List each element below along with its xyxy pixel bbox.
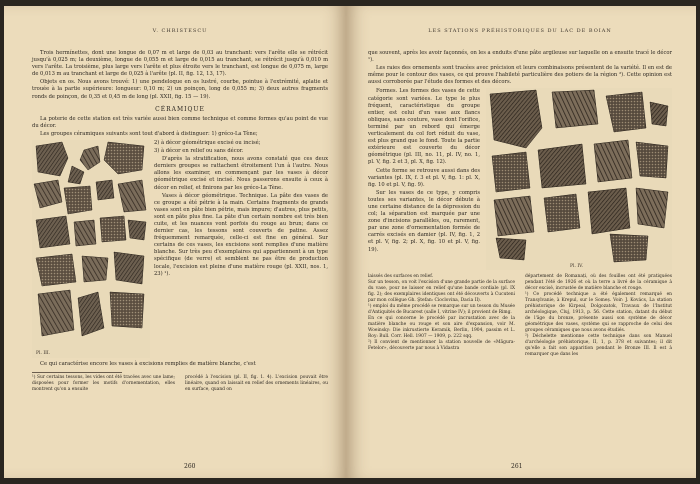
footnote: procédé à l'excision (pl. II, fig. 1. 4). L'excision pouvait être linéaire, quand on laissait en relief des ornements linéaires, ou en surface, quand on: [185, 375, 328, 393]
side-text-column: [154, 140, 328, 358]
footnote: ¹) Ce procédé technique a été également remarqué en Transylvanie, à Krepul, sur le Someș. Voir: J. Kovács, La station préhistorique de Kirpeal, Dolgozatok, Travaux de l'Institut archéologique, Cluj, 1913, p. 56. Cette station, datant du début de l'âge du bronze, présente aussi son système de décor géométrique des vases, système qui se rapproche de celui des groupes céramiques que nous avons étudiés.: [525, 292, 672, 334]
sherd: [490, 90, 542, 148]
pottery-sherds-illustration: [32, 140, 150, 358]
right-running-head: LES STATIONS PRÉHISTORIQUES DU LAC DE BOIAN: [428, 28, 612, 34]
footnote: ²) Il convient de mentionner la station nouvelle de «Măgura-Fetelor», découverte par nous à Vidastra: [368, 340, 515, 352]
paragraph: que souvent, après les avoir façonnés, on les a enduits d'une pâte argileuse sur laquelle on a ensuite tracé le décor ¹).: [368, 50, 672, 64]
sherd: [636, 188, 668, 228]
paragraph: Ce qui caractérise encore les vases à excisions remplies de matière blanche, c'est: [40, 360, 256, 367]
plate-iv: [486, 88, 672, 270]
footnotes: [32, 375, 328, 393]
bottom-columns: [368, 274, 672, 358]
side-text-column: [368, 88, 480, 270]
paragraph: Objets en os. Nous avons trouvé: 1) une pendeloque en os lustré, courbe, pointue à l'extrémité, aplatie et trouée à la partie supérieure: longueur: 0,10 m; 2) un poinçon, long de 0,055 m; 3) deux autres fragments ronds de poinçon, de 0,35 et 0,45 m de long (pl. XXII, fig. 15 — 19).: [32, 79, 328, 100]
sherd: [114, 252, 144, 284]
sherd: [64, 186, 92, 214]
sherd: [36, 254, 76, 286]
footnote: En ce qui concerne le procédé par incrustation avec de la matière blanche ou rouge et son aire d'expansion, voir M. Woeinsky: Die inkrustierte Keramik, Berlin, 1904, passim et L. Roy: Bull. Corr. Hell. 1907 — 1909, p. 222 sqq.: [368, 316, 515, 340]
plate-label: Pl. III.: [36, 350, 51, 356]
footnote: ¹) Sur certains tessons, les vides ont été tracées avec une lame; disposées pour former les motifs d'ornementation, elles montrent qu'on a ensuite: [32, 375, 175, 393]
sherd: [588, 188, 630, 234]
paragraph: Cette forme se retrouve aussi dans des variantes (pl. IX, f. 3 et pl. V, fig. 1: pl. X, fig. 10 et pl. V, fig. 9).: [368, 167, 480, 188]
footnote: laissés des surfaces en relief.: [368, 274, 434, 280]
paragraph: D'après la stratification, nous avons constaté que ces deux derniers groupes se rattachent étroitement l'un à l'autre. Nous allons les examiner, en commençant par les vases à décor géométrique excisé et incisé. Nous passerons ensuite à ceux à décor en relief, et finirons par les gréco-La Tène.: [154, 156, 328, 191]
paragraph: Formes. Les formes des vases de cette catégorie sont variées. Le type le plus fréquent, caractéristique du groupe entier, est celui d'un vase aux flancs obliques, sans couture, vase dont l'orifice, terminé par un rebord qui émerge verticalement du col fort réduit du vase, est plus grand que le fond. Toute la partie extérieure est couverte du décor géométrique (pl. III, no. 11, pl. IV, no. 1, pl. V, fig. 2 et 3, pl. X, fig. 12).: [368, 88, 480, 166]
sherd: [606, 92, 646, 132]
left-running-head: V. CHRISTESCU: [152, 28, 208, 34]
sherd: [594, 140, 632, 182]
sherd: [100, 216, 126, 242]
sherd: [82, 256, 108, 282]
paragraph: Les raies des ornements sont tracées avec précision et leurs combinaisons présentent de la variété. Il en est de même pour le contour des vases, ce qui prouve l'habileté particulière des potiers de la région ²). Cette opinion est aussi corroborée par l'étude des formes et des décors.: [368, 65, 672, 86]
sherd: [538, 144, 586, 188]
sherd: [38, 290, 74, 336]
left-page: [4, 6, 346, 478]
sherd: [80, 146, 100, 170]
plate-and-text: [32, 140, 328, 358]
sherd: [552, 90, 598, 128]
footnote: ²) Déchelette mentionne cette technique dans son Manuel d'archéologie préhistorique, II, 1, p. 378 et suivantes; il dit qu'elle a fait son apparition pendant le Bronze III. Il est à remarquer que dans les: [525, 334, 672, 358]
paragraph: Trois hermínettes, dont une longue de 0,07 m et large de 0,03 au tranchant: vers l'arête elle se rétrécit jusqu'à 0,025 m; la deuxième, longue de 0,055 m et large de 0,015 au tranchant, se rétrécit jusqu'à 0,010 m vers l'arête. La troisième, plus large vers l'arête et plus étroite vers le tranchant, est longue de 0,075 m, large de 0,013 m au tranchant et large de 0,025 à l'arête (pl. II, fig. 12, 13, 17).: [32, 50, 328, 78]
sherd: [496, 238, 526, 260]
footnote: Sur un tesson, on voit l'excision d'une grande partie de la surface du vase, pour ne laisser en relief qu'une bande cordiale (pl. IX fig. 2); des exemplaires identiques ont été découverts à Cucuteni par mon collègue Gh. Ştefan: Cioclovina, Dacia II).: [368, 280, 515, 304]
page-number: 260: [184, 463, 196, 470]
footnote: département de Romanați, où des fouilles ont été pratiquées pendant l'été de 1926 et où la terre a livré de la céramique à décor excisé, incrustée de matière blanche et rouge.: [525, 274, 672, 292]
paragraph: Vases à décor géométrique. Technique. La pâte des vases de ce groupe a été pétrie à la main. Certains fragments de grands vases sont en pâte bien pétrie, mais impure; d'autres, plus petits, sont en pâte plus fine. La pâte d'un certain nombre est très bien cuite, et les nuances vont porfois du rouge au brun; dans ce dernier cas, les tessons sont couverts de patine. Assez fréquemment remarquée, celle-ci est fine en général. Sur certains de ces vases, les excisions sont remplies d'une matière blanche. Sur très peu d'exemplaires qui appartiennent à un type spécifique (de verre) et semblent ne pas être de production locale, l'excision est pleine d'une matière rouge (pl. XXII, nos. 1, 23) ¹).: [154, 192, 328, 277]
pottery-sherds-illustration: [486, 88, 672, 270]
paragraph: 2) à décor géométrique excisé ou incisé;: [154, 139, 261, 146]
sherd: [544, 194, 580, 232]
paragraph: La poterie de cette station est très variée aussi bien comme technique et comme formes qu'au point de vue du décor.: [32, 115, 328, 129]
sherd: [104, 142, 144, 174]
sherd: [118, 180, 146, 212]
sherd: [110, 292, 144, 328]
sherd: [650, 102, 668, 126]
paragraph: Les groupes céramiques suivants sont tout d'abord à distinguer: 1) gréco-La Tène;: [40, 130, 258, 137]
right-page: [346, 6, 696, 478]
paragraph: 3) à décor en relief ou sans décor.: [154, 148, 244, 155]
sherd: [636, 142, 668, 178]
plate-iii: [32, 140, 150, 358]
sherd: [494, 196, 534, 236]
sherd: [36, 216, 70, 248]
sherd: [34, 180, 62, 208]
section-title: CÉRAMIQUE: [155, 105, 205, 113]
sherd: [128, 220, 146, 240]
text-and-plate: [368, 88, 672, 270]
sherd: [74, 220, 96, 246]
sherd: [610, 234, 648, 262]
sherd: [36, 142, 68, 176]
sherd: [492, 152, 530, 192]
sherd: [78, 292, 104, 336]
page-number: 261: [511, 463, 523, 470]
footnote-rule: [32, 372, 122, 373]
sherd: [96, 180, 114, 200]
paragraph: Sur les vases de ce type, y compris toutes ses variantes, le décor débute à une certaine distance de la dépression du col; la séparation est marquée par une zone d'incisions parallèles, ou, rarement, par une zone d'ornementation formée de carrés excisés en damier (pl. IV, fig. 1, 2 et pl. V, fig. 2; pl. X, fig. 10 et pl. V, fig. 19).: [368, 189, 480, 253]
sherd: [68, 166, 84, 184]
footnote: ¹) emploi du même procédé se remarque sur un tesson du Musée d'Antiquités de Bucarest (salle I, vitrine IV); il provient de Rimg.: [368, 304, 515, 316]
plate-label: Pl. IV.: [570, 264, 583, 270]
